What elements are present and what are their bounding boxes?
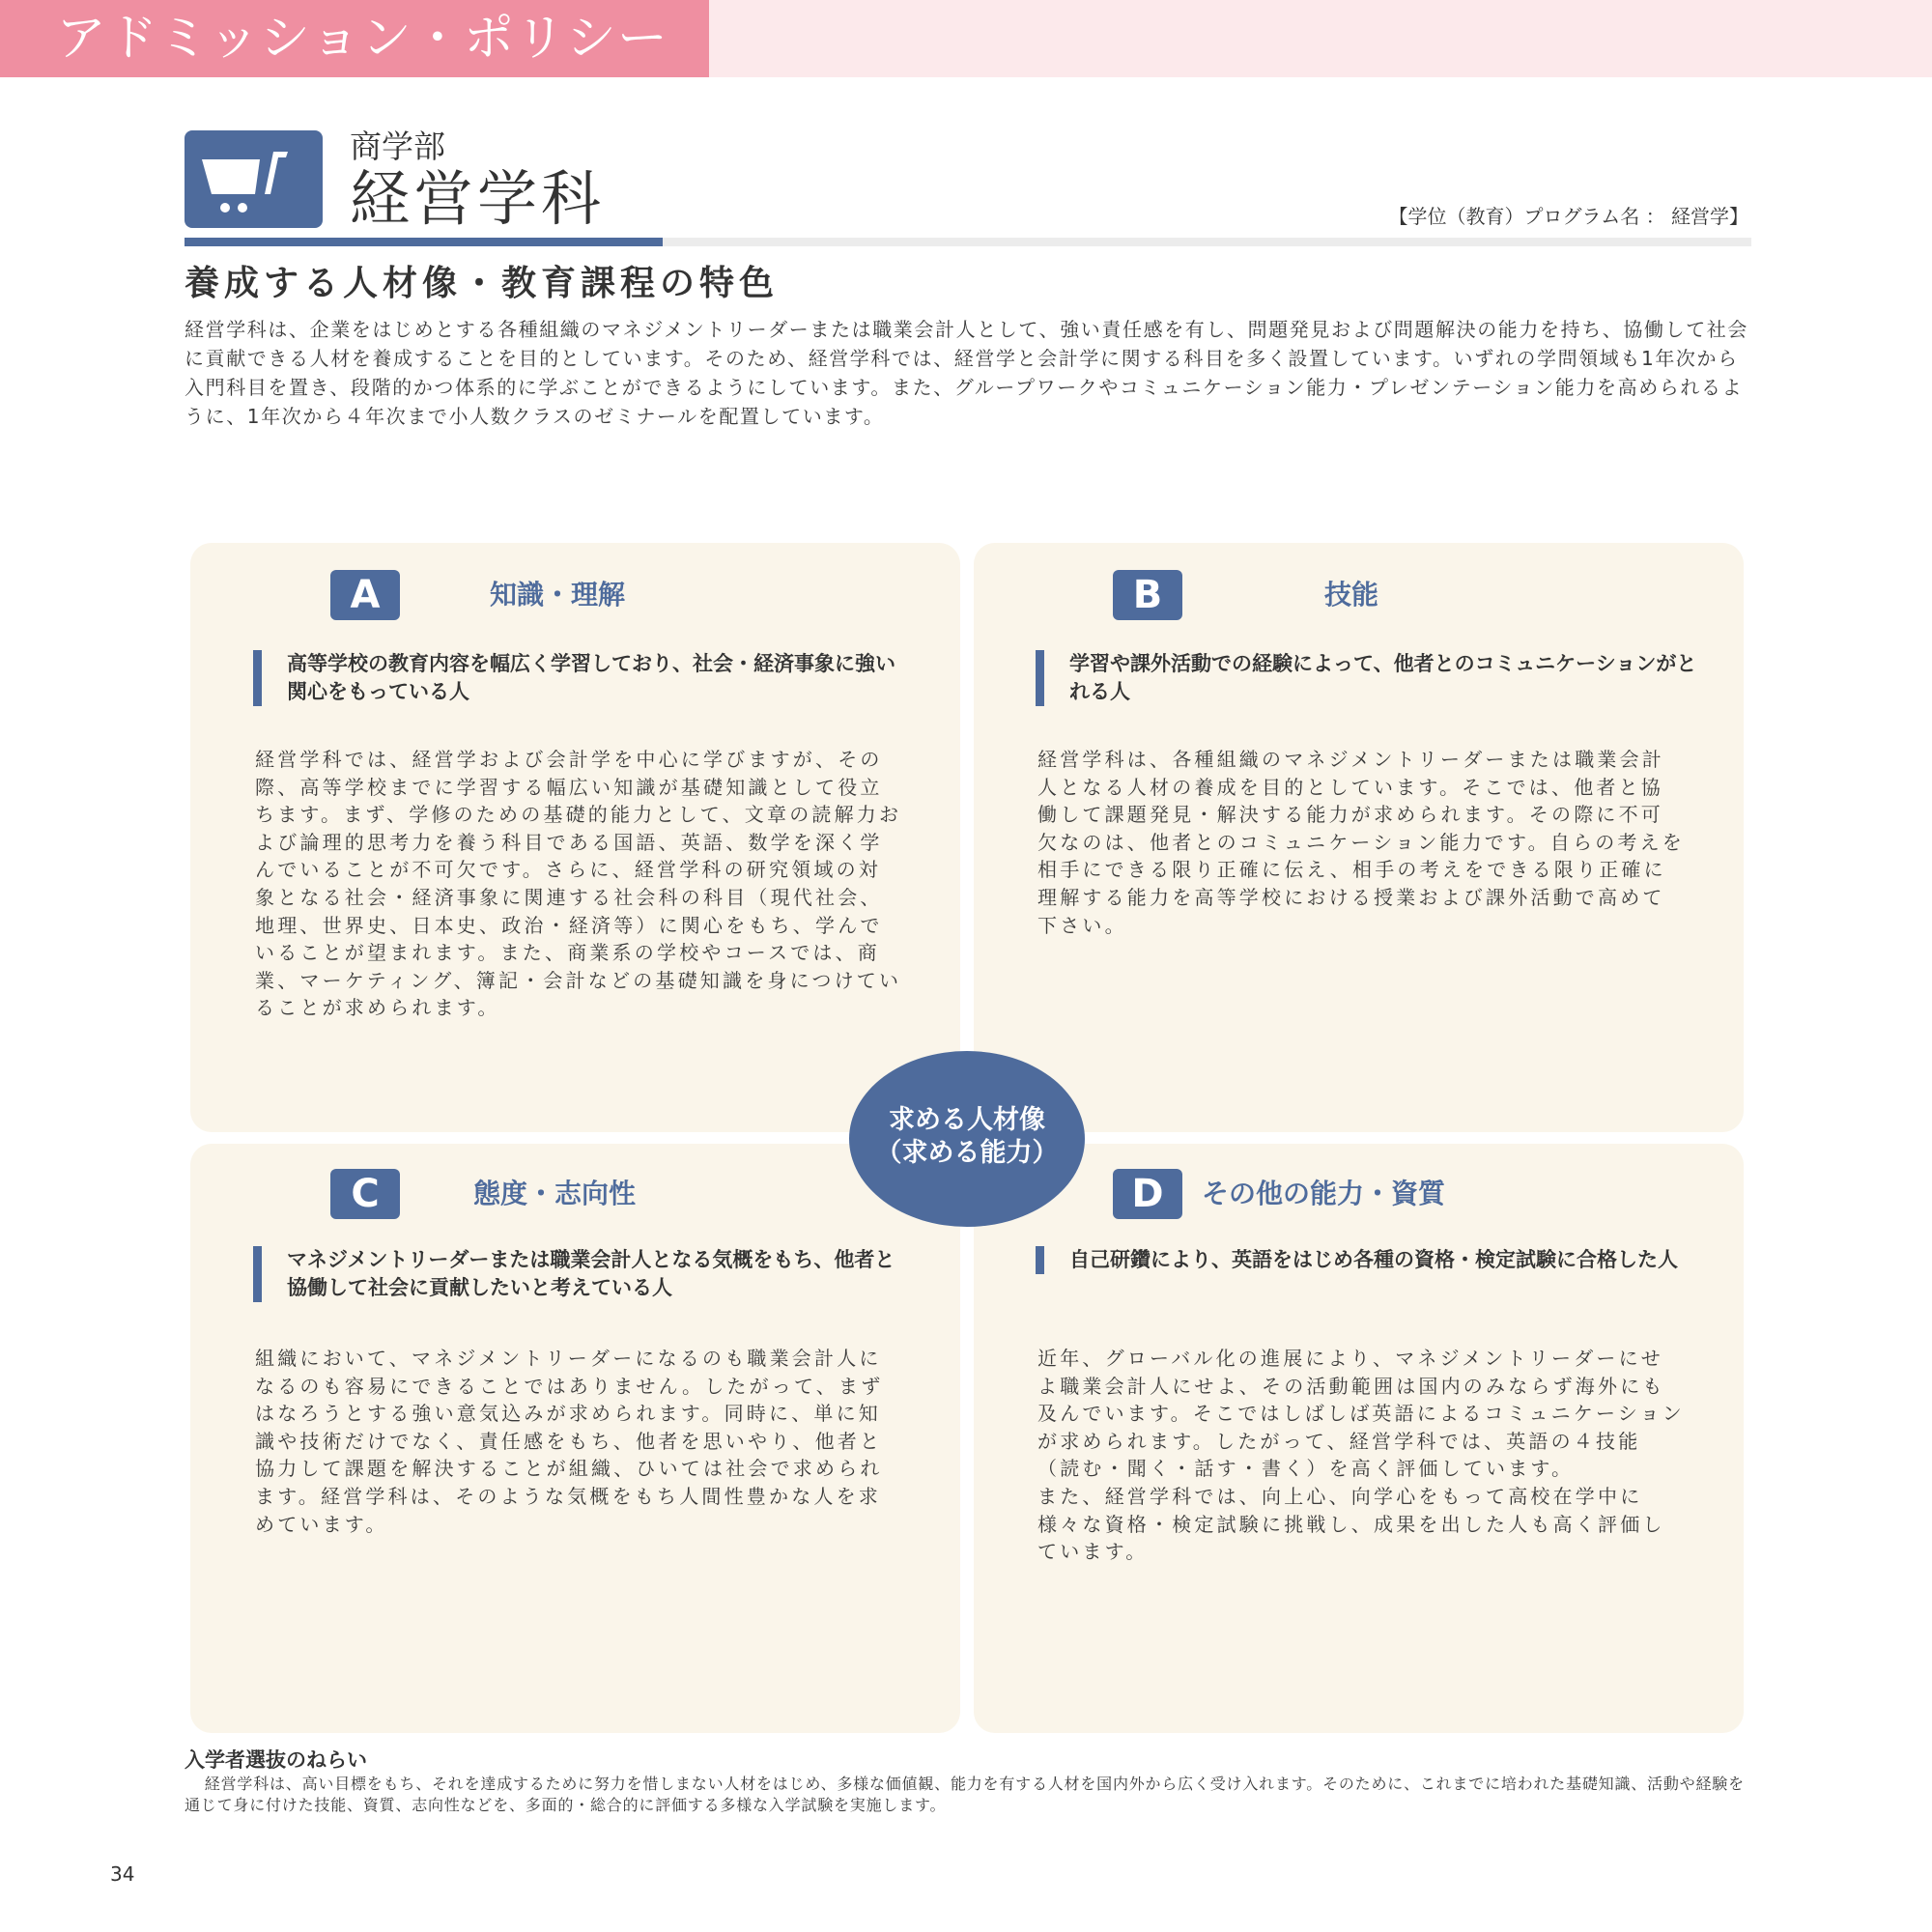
overview-text: 経営学科は、企業をはじめとする各種組織のマネジメントリーダーまたは職業会計人として、強い責任感を有し、問題発見および問題解決の能力を持ち、協働して社会に貢献できる人材を養成することを目的としています。そのため、経営学科では、経営学と会計学に関する科目を多く設置しています。いずれの学問領域も1年次から入門科目を置き、段階的かつ体系的に学ぶことができるようにしています。また、グループワークやコミュニケーション能力・プレゼンテーション能力を高められるように、1年次から４年次まで小人数クラスのゼミナールを配置しています。	[185, 318, 1748, 428]
shopping-cart-icon	[185, 130, 323, 228]
header-title: アドミッション・ポリシー	[56, 10, 668, 68]
selection-aim-title: 入学者選抜のねらい	[185, 1748, 367, 1772]
header-tab	[0, 0, 709, 77]
card-body: 組織において、マネジメントリーダーになるのも職業会計人になるのも容易にできることではありません。したがって、まずはなろうとする強い意気込みが求められます。同時に、単に知識や技術だけでなく、責任感をもち、他者を思いやり、他者と協力して課題を解決することが組織、ひいては社会で求められます。経営学科は、そのような気概をもち人間性豊かな人を求めています。	[255, 1347, 884, 1536]
badge-a: A	[330, 570, 400, 620]
card-title: 知識・理解	[490, 579, 626, 611]
center-label-oval	[849, 1051, 1085, 1227]
card-body: 経営学科は、各種組織のマネジメントリーダーまたは職業会計人となる人材の養成を目的としています。そこでは、他者と協働して課題発見・解決する能力が求められます。その際に不可欠なのは、他者とのコミュニケーション能力です。自らの考えを相手にできる限り正確に伝え、相手の考えをできる限り正確に理解する能力を高等学校における授業および課外活動で高めて下さい。	[1037, 748, 1685, 937]
center-label-line1: 求める人材像	[889, 1105, 1045, 1135]
badge-c: C	[330, 1169, 400, 1219]
card-other-abilities	[974, 1144, 1744, 1733]
card-lead: 高等学校の教育内容を幅広く学習しており、社会・経済事象に強い関心をもっている人	[253, 650, 895, 706]
card-body	[1037, 1345, 1685, 1566]
program-name: 【学位（教育）プログラム名 ： 経営学】	[1388, 205, 1748, 228]
card-lead: 自己研鑽により、英語をはじめ各種の資格・検定試験に合格した人	[1036, 1246, 1697, 1274]
center-label-line2: （求める能力）	[875, 1138, 1059, 1168]
card-skills	[974, 543, 1744, 1132]
card-body-para-1: 近年、グローバル化の進展により、マネジメントリーダーにせよ職業会計人にせよ、その活動範囲は国内のみならず海外にも及んでいます。そこではしばしば英語によるコミュニケーションが求められます。したがって、経営学科では、英語の４技能（読む・聞く・話す・書く）を高く評価しています。	[1037, 1347, 1685, 1481]
page-number: 34	[110, 1862, 135, 1886]
card-title: その他の能力・資質	[1202, 1178, 1446, 1209]
badge-b: B	[1113, 570, 1182, 620]
card-body: 経営学科では、経営学および会計学を中心に学びますが、その際、高等学校までに学習する幅広い知識が基礎知識として役立ちます。まず、学修のための基礎的能力として、文章の読解力および論理的思考力を養う科目である国語、英語、数学を深く学んでいることが不可欠です。さらに、経営学科の研究領域の対象となる社会・経済事象に関連する社会科の科目（現代社会、地理、世界史、日本史、政治・経済等）に関心をもち、学んでいることが望まれます。また、商業系の学校やコースでは、商業、マーケティング、簿記・会計などの基礎知識を身につけていることが求められます。	[255, 748, 902, 1020]
title-rule-accent	[185, 238, 663, 246]
card-knowledge	[190, 543, 960, 1132]
card-lead: 学習や課外活動での経験によって、他者とのコミュニケーションがとれる人	[1036, 650, 1697, 706]
card-lead: マネジメントリーダーまたは職業会計人となる気概をもち、他者と協働して社会に貢献したいと考えている人	[253, 1246, 915, 1302]
department-name: 経営学科	[350, 163, 606, 234]
card-body-para-2: また、経営学科では、向上心、向学心をもって高校在学中に様々な資格・検定試験に挑戦し、成果を出した人も高く評価しています。	[1037, 1484, 1665, 1564]
selection-aim-text: 経営学科は、高い目標をもち、それを達成するために努力を惜しまない人材をはじめ、多様な価値観、能力を有する人材を国内外から広く受け入れます。そのために、これまでに培われた基礎知識、活動や経験を通じて身に付けた技能、資質、志向性などを、多面的・総合的に評価する多様な入学試験を実施します。	[185, 1775, 1745, 1814]
overview-title: 養成する人材像・教育課程の特色	[185, 264, 780, 303]
card-attitude	[190, 1144, 960, 1733]
faculty-name: 商学部	[350, 128, 445, 165]
card-title: 技能	[1324, 579, 1379, 611]
card-title: 態度・志向性	[473, 1178, 637, 1209]
badge-d: D	[1113, 1169, 1182, 1219]
